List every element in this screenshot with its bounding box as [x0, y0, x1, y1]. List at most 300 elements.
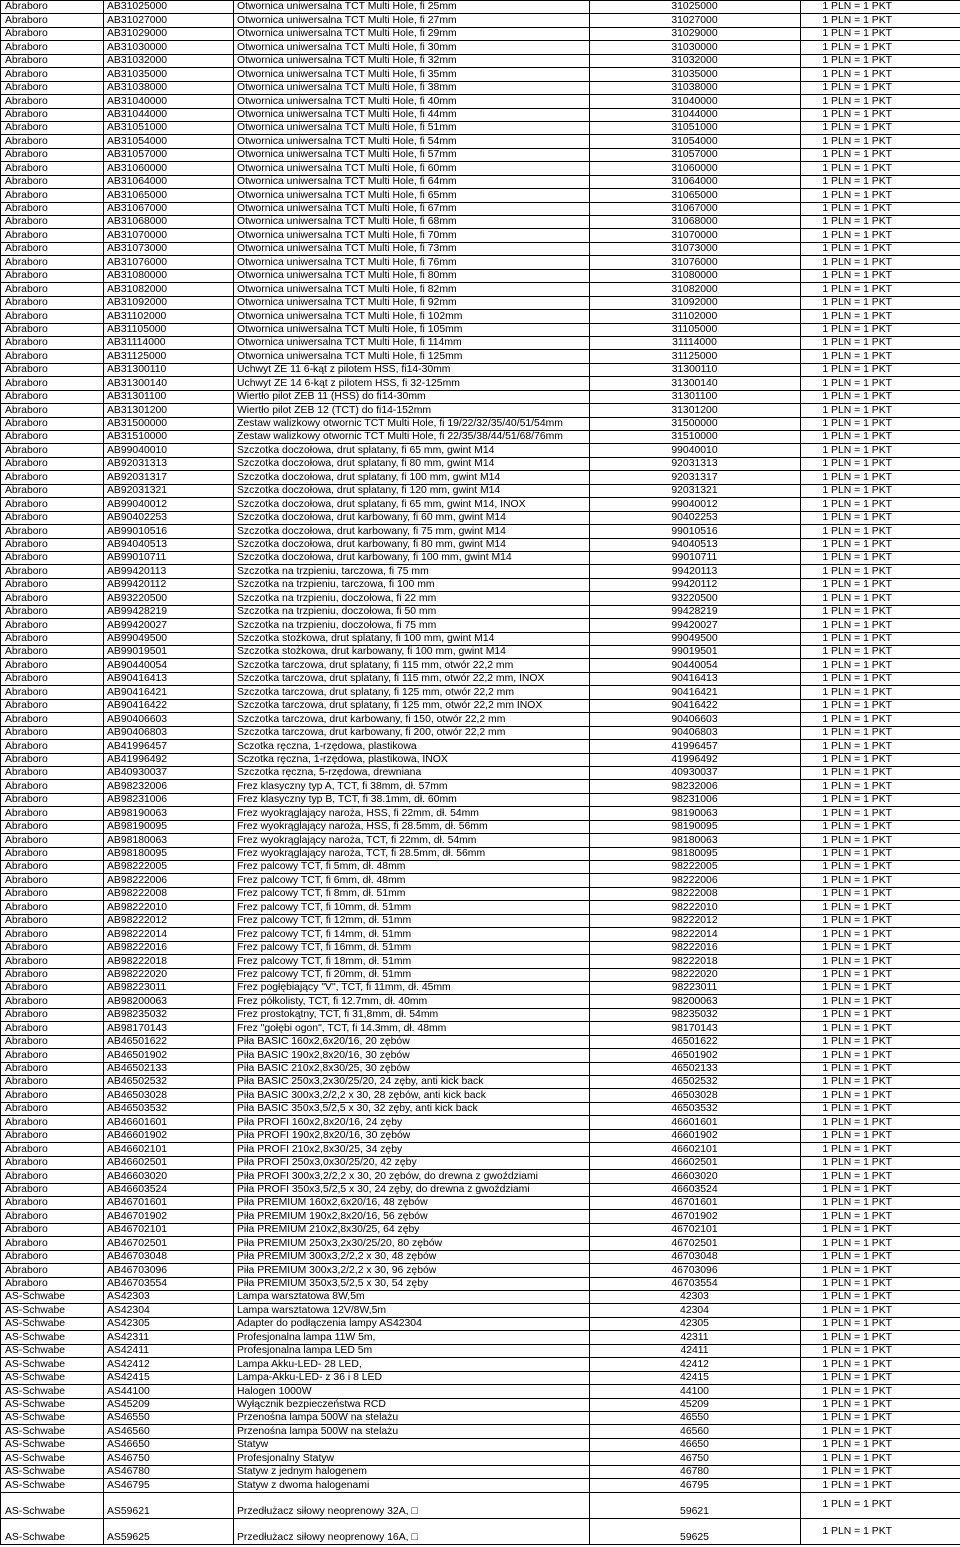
points-cell: 1 PLN = 1 PKT [801, 1411, 960, 1424]
code-cell: 46601902 [590, 1129, 801, 1142]
sku-cell: AB31068000 [104, 216, 234, 229]
description-cell: Szczotka doczołowa, drut karbowany, fi 80 mm, gwint M14 [234, 538, 590, 551]
table-row [1, 189, 960, 202]
sku-cell: AB31076000 [104, 256, 234, 269]
table-row [1, 431, 960, 444]
code-cell: 31067000 [590, 202, 801, 215]
code-cell: 46502532 [590, 1076, 801, 1089]
code-cell: 46602101 [590, 1143, 801, 1156]
brand-cell: Abraboro [1, 1196, 104, 1209]
table-row [1, 659, 960, 672]
sku-cell: AB31500000 [104, 417, 234, 430]
points-cell: 1 PLN = 1 PKT [801, 1492, 960, 1518]
description-cell: Lampa Akku-LED- 28 LED, [234, 1358, 590, 1371]
description-cell: Szczotka tarczowa, drut karbowany, fi 200, otwór 22,2 mm [234, 726, 590, 739]
code-cell: 31051000 [590, 121, 801, 134]
table-row [1, 1237, 960, 1250]
code-cell: 41996457 [590, 740, 801, 753]
sku-cell: AB46703554 [104, 1277, 234, 1290]
brand-cell: AS-Schwabe [1, 1358, 104, 1371]
sku-cell: AB98222006 [104, 874, 234, 887]
table-row [1, 148, 960, 161]
code-cell: 59621 [590, 1492, 801, 1518]
code-cell: 31301100 [590, 390, 801, 403]
sku-cell: AB31082000 [104, 283, 234, 296]
brand-cell: Abraboro [1, 336, 104, 349]
table-row [1, 847, 960, 860]
brand-cell: Abraboro [1, 1250, 104, 1263]
description-cell: Piła PROFI 190x2,8x20/16, 30 zębów [234, 1129, 590, 1142]
brand-cell: Abraboro [1, 283, 104, 296]
table-row [1, 1223, 960, 1236]
points-cell: 1 PLN = 1 PKT [801, 1264, 960, 1277]
sku-cell: AB46702101 [104, 1223, 234, 1236]
code-cell: 31025000 [590, 1, 801, 14]
code-cell: 99040010 [590, 444, 801, 457]
brand-cell: Abraboro [1, 162, 104, 175]
table-row [1, 632, 960, 645]
code-cell: 98223011 [590, 981, 801, 994]
points-cell: 1 PLN = 1 PKT [801, 1398, 960, 1411]
points-cell: 1 PLN = 1 PKT [801, 726, 960, 739]
code-cell: 46603524 [590, 1183, 801, 1196]
description-cell: Szczotka na trzpieniu, doczołowa, fi 75 mm [234, 619, 590, 632]
sku-cell: AB90416413 [104, 672, 234, 685]
table-row [1, 350, 960, 363]
brand-cell: Abraboro [1, 955, 104, 968]
brand-cell: Abraboro [1, 646, 104, 659]
description-cell: Profesjonalna lampa LED 5m [234, 1344, 590, 1357]
brand-cell: Abraboro [1, 901, 104, 914]
description-cell: Szczotka tarczowa, drut splatany, fi 125 mm, otwór 22,2 mm [234, 686, 590, 699]
table-row [1, 1518, 960, 1544]
sku-cell: AB90406803 [104, 726, 234, 739]
code-cell: 42411 [590, 1344, 801, 1357]
brand-cell: Abraboro [1, 444, 104, 457]
table-row [1, 686, 960, 699]
code-cell: 98231006 [590, 793, 801, 806]
sku-cell: AB31038000 [104, 81, 234, 94]
code-cell: 45209 [590, 1398, 801, 1411]
table-row [1, 444, 960, 457]
sku-cell: AS42305 [104, 1317, 234, 1330]
table-row [1, 1250, 960, 1263]
description-cell: Szczotka tarczowa, drut splatany, fi 125 mm, otwór 22,2 mm INOX [234, 699, 590, 712]
table-row [1, 1317, 960, 1330]
code-cell: 99010711 [590, 551, 801, 564]
brand-cell: Abraboro [1, 1156, 104, 1169]
sku-cell: AB31064000 [104, 175, 234, 188]
table-row [1, 377, 960, 390]
code-cell: 46502133 [590, 1062, 801, 1075]
table-row [1, 283, 960, 296]
brand-cell: Abraboro [1, 484, 104, 497]
table-row [1, 1344, 960, 1357]
brand-cell: Abraboro [1, 310, 104, 323]
sku-cell: AB31054000 [104, 135, 234, 148]
brand-cell: Abraboro [1, 699, 104, 712]
brand-cell: Abraboro [1, 1102, 104, 1115]
description-cell: Piła BASIC 210x2,8x30/25, 30 zębów [234, 1062, 590, 1075]
sku-cell: AB99420112 [104, 578, 234, 591]
brand-cell: AS-Schwabe [1, 1398, 104, 1411]
code-cell: 98235032 [590, 1008, 801, 1021]
code-cell: 31054000 [590, 135, 801, 148]
points-cell: 1 PLN = 1 PKT [801, 1062, 960, 1075]
brand-cell: Abraboro [1, 525, 104, 538]
brand-cell: Abraboro [1, 417, 104, 430]
code-cell: 46503028 [590, 1089, 801, 1102]
points-cell: 1 PLN = 1 PKT [801, 672, 960, 685]
description-cell: Szczotka na trzpieniu, tarczowa, fi 100 mm [234, 578, 590, 591]
code-cell: 98222020 [590, 968, 801, 981]
points-cell: 1 PLN = 1 PKT [801, 1518, 960, 1544]
sku-cell: AB92031321 [104, 484, 234, 497]
points-cell: 1 PLN = 1 PKT [801, 1371, 960, 1384]
points-cell: 1 PLN = 1 PKT [801, 968, 960, 981]
description-cell: Lampa-Akku-LED- z 36 i 8 LED [234, 1371, 590, 1384]
sku-cell: AB46601902 [104, 1129, 234, 1142]
code-cell: 90402253 [590, 511, 801, 524]
table-row [1, 1331, 960, 1344]
table-row [1, 981, 960, 994]
sku-cell: AB94040513 [104, 538, 234, 551]
table-row [1, 175, 960, 188]
description-cell: Przenośna lampa 500W na stelażu [234, 1411, 590, 1424]
points-cell: 1 PLN = 1 PKT [801, 189, 960, 202]
sku-cell: AB98222014 [104, 928, 234, 941]
table-row [1, 1102, 960, 1115]
sku-cell: AB92031313 [104, 457, 234, 470]
points-cell: 1 PLN = 1 PKT [801, 928, 960, 941]
points-cell: 1 PLN = 1 PKT [801, 404, 960, 417]
brand-cell: AS-Schwabe [1, 1492, 104, 1518]
brand-cell: AS-Schwabe [1, 1291, 104, 1304]
description-cell: Frez wyokrąglający naroża, HSS, fi 22mm, dł. 54mm [234, 807, 590, 820]
description-cell: Profesjonalna lampa 11W 5m, [234, 1331, 590, 1344]
points-cell: 1 PLN = 1 PKT [801, 740, 960, 753]
brand-cell: AS-Schwabe [1, 1479, 104, 1492]
sku-cell: AS59621 [104, 1492, 234, 1518]
code-cell: 46701601 [590, 1196, 801, 1209]
description-cell: Szczotka doczołowa, drut splatany, fi 100 mm, gwint M14 [234, 471, 590, 484]
description-cell: Wiertło pilot ZEB 12 (TCT) do fi14-152mm [234, 404, 590, 417]
code-cell: 31029000 [590, 27, 801, 40]
description-cell: Piła BASIC 250x3,2x30/25/20, 24 zęby, anti kick back [234, 1076, 590, 1089]
table-row [1, 363, 960, 376]
code-cell: 31301200 [590, 404, 801, 417]
table-row [1, 901, 960, 914]
table-row [1, 121, 960, 134]
brand-cell: AS-Schwabe [1, 1344, 104, 1357]
description-cell: Otwornica uniwersalna TCT Multi Hole, fi 44mm [234, 108, 590, 121]
code-cell: 31300140 [590, 377, 801, 390]
brand-cell: Abraboro [1, 95, 104, 108]
points-cell: 1 PLN = 1 PKT [801, 901, 960, 914]
points-cell: 1 PLN = 1 PKT [801, 1, 960, 14]
brand-cell: Abraboro [1, 511, 104, 524]
points-cell: 1 PLN = 1 PKT [801, 444, 960, 457]
description-cell: Wiertło pilot ZEB 11 (HSS) do fi14-30mm [234, 390, 590, 403]
table-row [1, 336, 960, 349]
sku-cell: AB31092000 [104, 296, 234, 309]
table-row [1, 1438, 960, 1451]
sku-cell: AB31301200 [104, 404, 234, 417]
sku-cell: AB99420113 [104, 565, 234, 578]
sku-cell: AB99040012 [104, 498, 234, 511]
sku-cell: AB31105000 [104, 323, 234, 336]
brand-cell: Abraboro [1, 619, 104, 632]
table-row [1, 1465, 960, 1478]
points-cell: 1 PLN = 1 PKT [801, 861, 960, 874]
sku-cell: AB31080000 [104, 269, 234, 282]
sku-cell: AB98170143 [104, 1022, 234, 1035]
points-cell: 1 PLN = 1 PKT [801, 995, 960, 1008]
table-row [1, 1398, 960, 1411]
points-cell: 1 PLN = 1 PKT [801, 336, 960, 349]
sku-cell: AB98222018 [104, 955, 234, 968]
sku-cell: AS46550 [104, 1411, 234, 1424]
brand-cell: Abraboro [1, 404, 104, 417]
description-cell: Piła PREMIUM 250x3,2x30/25/20, 80 zębów [234, 1237, 590, 1250]
description-cell: Otwornica uniwersalna TCT Multi Hole, fi 92mm [234, 296, 590, 309]
sku-cell: AB31035000 [104, 68, 234, 81]
points-cell: 1 PLN = 1 PKT [801, 619, 960, 632]
description-cell: Piła PROFI 160x2,8x20/16, 24 zęby [234, 1116, 590, 1129]
sku-cell: AB46502532 [104, 1076, 234, 1089]
sku-cell: AB99420027 [104, 619, 234, 632]
code-cell: 92031313 [590, 457, 801, 470]
table-row [1, 1062, 960, 1075]
code-cell: 99428219 [590, 605, 801, 618]
table-row [1, 1049, 960, 1062]
code-cell: 98222018 [590, 955, 801, 968]
sku-cell: AB99049500 [104, 632, 234, 645]
table-row [1, 1291, 960, 1304]
sku-cell: AB46601601 [104, 1116, 234, 1129]
table-row [1, 834, 960, 847]
description-cell: Otwornica uniwersalna TCT Multi Hole, fi 82mm [234, 283, 590, 296]
description-cell: Otwornica uniwersalna TCT Multi Hole, fi 29mm [234, 27, 590, 40]
brand-cell: Abraboro [1, 498, 104, 511]
table-row [1, 766, 960, 779]
points-cell: 1 PLN = 1 PKT [801, 659, 960, 672]
brand-cell: Abraboro [1, 632, 104, 645]
code-cell: 42415 [590, 1371, 801, 1384]
sku-cell: AB46703048 [104, 1250, 234, 1263]
description-cell: Otwornica uniwersalna TCT Multi Hole, fi 73mm [234, 242, 590, 255]
description-cell: Otwornica uniwersalna TCT Multi Hole, fi 114mm [234, 336, 590, 349]
table-row [1, 1076, 960, 1089]
sku-cell: AB31125000 [104, 350, 234, 363]
brand-cell: Abraboro [1, 1022, 104, 1035]
description-cell: Frez palcowy TCT, fi 20mm, dł. 51mm [234, 968, 590, 981]
sku-cell: AS42303 [104, 1291, 234, 1304]
brand-cell: Abraboro [1, 1116, 104, 1129]
code-cell: 99010516 [590, 525, 801, 538]
code-cell: 46703048 [590, 1250, 801, 1263]
brand-cell: AS-Schwabe [1, 1411, 104, 1424]
description-cell: Uchwyt ZE 14 6-kąt z pilotem HSS, fi 32-125mm [234, 377, 590, 390]
brand-cell: AS-Schwabe [1, 1425, 104, 1438]
points-cell: 1 PLN = 1 PKT [801, 753, 960, 766]
description-cell: Otwornica uniwersalna TCT Multi Hole, fi 102mm [234, 310, 590, 323]
points-cell: 1 PLN = 1 PKT [801, 269, 960, 282]
description-cell: Halogen 1000W [234, 1385, 590, 1398]
description-cell: Statyw z dwoma halogenami [234, 1479, 590, 1492]
brand-cell: Abraboro [1, 565, 104, 578]
table-row [1, 1358, 960, 1371]
points-cell: 1 PLN = 1 PKT [801, 646, 960, 659]
sku-cell: AB31060000 [104, 162, 234, 175]
sku-cell: AS42304 [104, 1304, 234, 1317]
brand-cell: AS-Schwabe [1, 1465, 104, 1478]
description-cell: Frez pogłębiający "V", TCT, fi 11mm, dł. 45mm [234, 981, 590, 994]
code-cell: 99049500 [590, 632, 801, 645]
table-row [1, 54, 960, 67]
sku-cell: AB31073000 [104, 242, 234, 255]
brand-cell: AS-Schwabe [1, 1304, 104, 1317]
description-cell: Lampa warsztatowa 8W,5m [234, 1291, 590, 1304]
table-row [1, 108, 960, 121]
points-cell: 1 PLN = 1 PKT [801, 68, 960, 81]
description-cell: Otwornica uniwersalna TCT Multi Hole, fi 68mm [234, 216, 590, 229]
description-cell: Frez palcowy TCT, fi 18mm, dł. 51mm [234, 955, 590, 968]
points-cell: 1 PLN = 1 PKT [801, 41, 960, 54]
sku-cell: AB98235032 [104, 1008, 234, 1021]
sku-cell: AS42412 [104, 1358, 234, 1371]
code-cell: 46560 [590, 1425, 801, 1438]
points-cell: 1 PLN = 1 PKT [801, 1479, 960, 1492]
brand-cell: Abraboro [1, 81, 104, 94]
points-cell: 1 PLN = 1 PKT [801, 578, 960, 591]
points-cell: 1 PLN = 1 PKT [801, 229, 960, 242]
points-cell: 1 PLN = 1 PKT [801, 390, 960, 403]
table-row [1, 565, 960, 578]
points-cell: 1 PLN = 1 PKT [801, 121, 960, 134]
table-row [1, 646, 960, 659]
code-cell: 31027000 [590, 14, 801, 27]
table-row [1, 672, 960, 685]
sku-cell: AB99010516 [104, 525, 234, 538]
table-row [1, 81, 960, 94]
description-cell: Piła PREMIUM 210x2,8x30/25, 64 zęby [234, 1223, 590, 1236]
table-row [1, 538, 960, 551]
price-table-body [1, 1, 960, 1545]
description-cell: Statyw [234, 1438, 590, 1451]
points-cell: 1 PLN = 1 PKT [801, 981, 960, 994]
brand-cell: AS-Schwabe [1, 1438, 104, 1451]
code-cell: 42304 [590, 1304, 801, 1317]
points-cell: 1 PLN = 1 PKT [801, 363, 960, 376]
points-cell: 1 PLN = 1 PKT [801, 955, 960, 968]
brand-cell: Abraboro [1, 686, 104, 699]
code-cell: 31040000 [590, 95, 801, 108]
points-cell: 1 PLN = 1 PKT [801, 1049, 960, 1062]
sku-cell: AB31029000 [104, 27, 234, 40]
sku-cell: AB31040000 [104, 95, 234, 108]
sku-cell: AS44100 [104, 1385, 234, 1398]
code-cell: 46703554 [590, 1277, 801, 1290]
sku-cell: AB46603524 [104, 1183, 234, 1196]
brand-cell: Abraboro [1, 202, 104, 215]
brand-cell: Abraboro [1, 538, 104, 551]
points-cell: 1 PLN = 1 PKT [801, 216, 960, 229]
brand-cell: AS-Schwabe [1, 1371, 104, 1384]
points-cell: 1 PLN = 1 PKT [801, 1223, 960, 1236]
code-cell: 46603020 [590, 1170, 801, 1183]
table-row [1, 404, 960, 417]
description-cell: Otwornica uniwersalna TCT Multi Hole, fi 27mm [234, 14, 590, 27]
points-cell: 1 PLN = 1 PKT [801, 1358, 960, 1371]
table-row [1, 780, 960, 793]
points-cell: 1 PLN = 1 PKT [801, 686, 960, 699]
sku-cell: AB46701601 [104, 1196, 234, 1209]
table-row [1, 1156, 960, 1169]
description-cell: Przedłużacz siłowy neoprenowy 32A, □ [234, 1492, 590, 1518]
table-row [1, 525, 960, 538]
code-cell: 31114000 [590, 336, 801, 349]
table-row [1, 1196, 960, 1209]
table-row [1, 68, 960, 81]
description-cell: Piła BASIC 350x3,5/2,5 x 30, 32 zęby, anti kick back [234, 1102, 590, 1115]
code-cell: 92031321 [590, 484, 801, 497]
brand-cell: Abraboro [1, 121, 104, 134]
table-row [1, 471, 960, 484]
brand-cell: Abraboro [1, 1223, 104, 1236]
description-cell: Frez prostokątny, TCT, fi 31,8mm, dł. 54mm [234, 1008, 590, 1021]
code-cell: 98222014 [590, 928, 801, 941]
table-row [1, 1170, 960, 1183]
code-cell: 44100 [590, 1385, 801, 1398]
table-row [1, 1492, 960, 1518]
brand-cell: Abraboro [1, 229, 104, 242]
code-cell: 31064000 [590, 175, 801, 188]
code-cell: 40930037 [590, 766, 801, 779]
brand-cell: Abraboro [1, 431, 104, 444]
points-cell: 1 PLN = 1 PKT [801, 887, 960, 900]
table-row [1, 27, 960, 40]
code-cell: 90406803 [590, 726, 801, 739]
table-row [1, 578, 960, 591]
table-row [1, 269, 960, 282]
table-row [1, 1277, 960, 1290]
table-row [1, 1411, 960, 1424]
points-cell: 1 PLN = 1 PKT [801, 202, 960, 215]
description-cell: Frez klasyczny typ B, TCT, fi 38.1mm, dł. 60mm [234, 793, 590, 806]
description-cell: Statyw z jednym halogenem [234, 1465, 590, 1478]
brand-cell: Abraboro [1, 256, 104, 269]
description-cell: Szczotka tarczowa, drut splatany, fi 115 mm, otwór 22,2 mm [234, 659, 590, 672]
sku-cell: AB98223011 [104, 981, 234, 994]
brand-cell: Abraboro [1, 874, 104, 887]
table-row [1, 592, 960, 605]
table-row [1, 457, 960, 470]
sku-cell: AS45209 [104, 1398, 234, 1411]
description-cell: Szczotka tarczowa, drut splatany, fi 115 mm, otwór 22,2 mm, INOX [234, 672, 590, 685]
description-cell: Otwornica uniwersalna TCT Multi Hole, fi 25mm [234, 1, 590, 14]
brand-cell: Abraboro [1, 390, 104, 403]
description-cell: Otwornica uniwersalna TCT Multi Hole, fi 57mm [234, 148, 590, 161]
description-cell: Frez palcowy TCT, fi 12mm, dł. 51mm [234, 914, 590, 927]
code-cell: 31060000 [590, 162, 801, 175]
points-cell: 1 PLN = 1 PKT [801, 1089, 960, 1102]
sku-cell: AB99040010 [104, 444, 234, 457]
points-cell: 1 PLN = 1 PKT [801, 551, 960, 564]
code-cell: 46701902 [590, 1210, 801, 1223]
points-cell: 1 PLN = 1 PKT [801, 1129, 960, 1142]
points-cell: 1 PLN = 1 PKT [801, 847, 960, 860]
